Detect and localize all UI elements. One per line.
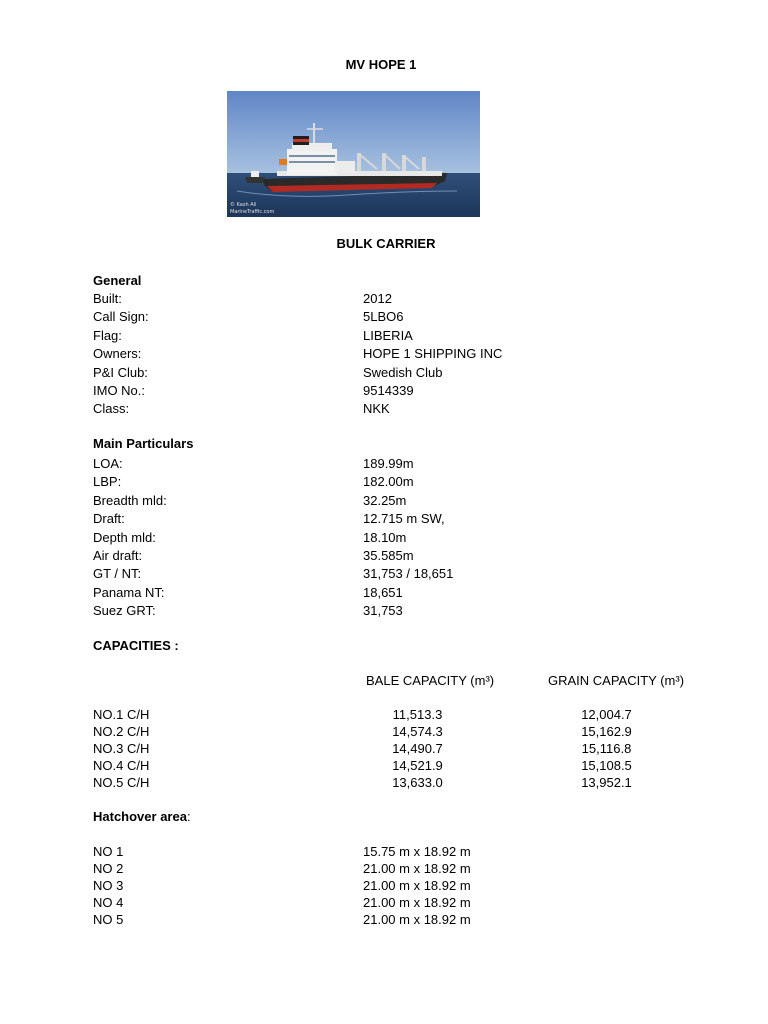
hatchcover-row — [93, 878, 693, 896]
particular-row — [93, 548, 693, 566]
hold-name: NO.5 C/H — [93, 775, 150, 790]
grain-capacity-value: 15,162.9 — [581, 724, 632, 739]
general-value: NKK — [363, 401, 390, 417]
hatchcover-heading-colon: : — [186, 809, 191, 824]
particular-row — [93, 474, 693, 492]
vessel-type: BULK CARRIER — [336, 236, 436, 251]
hatch-number: NO 3 — [93, 878, 124, 893]
particular-value: 12.715 m SW, — [363, 511, 445, 527]
general-row — [93, 291, 693, 309]
general-row — [93, 401, 693, 419]
grain-capacity-value: 13,952.1 — [581, 775, 632, 790]
particular-value: 182.00m — [363, 474, 414, 490]
capacity-row — [93, 758, 693, 776]
capacity-row — [93, 741, 693, 759]
general-value: LIBERIA — [363, 327, 413, 343]
hatchcover-heading — [93, 809, 191, 824]
particular-row — [93, 603, 693, 621]
general-heading: General — [93, 273, 142, 288]
particular-value: 31,753 / 18,651 — [363, 566, 454, 582]
particular-label: Suez GRT: — [93, 603, 156, 619]
hold-name: NO.4 C/H — [93, 758, 150, 773]
capacity-row — [93, 724, 693, 742]
hatch-area: 21.00 m x 18.92 m — [363, 861, 471, 876]
particular-label: Panama NT: — [93, 584, 165, 600]
general-label: Call Sign: — [93, 309, 149, 325]
particular-value: 18,651 — [363, 584, 403, 600]
page-title: MV HOPE 1 — [345, 57, 417, 72]
hatch-number: NO 4 — [93, 895, 124, 910]
hatch-number: NO 1 — [93, 844, 124, 859]
particular-row — [93, 530, 693, 548]
hatch-area: 15.75 m x 18.92 m — [363, 844, 471, 859]
bale-capacity-value: 13,633.0 — [392, 775, 443, 790]
capacity-row — [93, 707, 693, 725]
general-label: Class: — [93, 401, 130, 417]
ship-photo — [227, 91, 480, 217]
hatchcover-row — [93, 912, 693, 930]
photo-caption-site: MarineTraffic.com — [230, 209, 275, 215]
general-value: Swedish Club — [363, 364, 443, 380]
general-label: Flag: — [93, 327, 122, 343]
general-label: IMO No.: — [93, 383, 146, 398]
particular-label: Depth mld: — [93, 529, 156, 545]
general-row — [93, 346, 693, 364]
particular-row — [93, 511, 693, 529]
particular-label: Breadth mld: — [93, 492, 167, 508]
general-row — [93, 383, 693, 401]
capacity-row — [93, 775, 693, 793]
hold-name: NO.3 C/H — [93, 741, 150, 756]
bale-capacity-value: 14,490.7 — [392, 741, 443, 756]
particular-label: Draft: — [93, 511, 125, 527]
general-row — [93, 309, 693, 327]
particular-value: 31,753 — [363, 603, 403, 619]
general-row — [93, 328, 693, 346]
hatchcover-row — [93, 895, 693, 913]
bale-capacity-value: 14,521.9 — [392, 758, 443, 773]
general-value: 2012 — [363, 291, 392, 306]
hatchcover-row — [93, 861, 693, 879]
general-value: HOPE 1 SHIPPING INC — [363, 346, 503, 362]
hatch-area: 21.00 m x 18.92 m — [363, 895, 471, 910]
general-value: 9514339 — [363, 383, 414, 398]
general-label: P&I Club: — [93, 364, 148, 380]
hold-name: NO.1 C/H — [93, 707, 150, 722]
main-particulars-heading: Main Particulars — [93, 436, 194, 451]
hatchcover-heading-text: Hatchover area — [93, 809, 187, 824]
particular-row — [93, 456, 693, 474]
particular-label: LOA: — [93, 456, 123, 471]
photo-caption-credit: © Kash Ali — [230, 202, 257, 208]
particular-row — [93, 566, 693, 584]
particular-value: 189.99m — [363, 456, 414, 471]
hatch-number: NO 5 — [93, 912, 124, 927]
grain-capacity-value: 15,108.5 — [581, 758, 632, 773]
particular-value: 35.585m — [363, 548, 414, 563]
hold-name: NO.2 C/H — [93, 724, 150, 739]
grain-capacity-value: 15,116.8 — [581, 741, 632, 756]
bale-capacity-header: BALE CAPACITY (m³) — [366, 673, 495, 688]
general-value: 5LBO6 — [363, 309, 404, 325]
hatch-area: 21.00 m x 18.92 m — [363, 912, 471, 927]
particular-value: 32.25m — [363, 492, 407, 508]
bale-capacity-value: 11,513.3 — [392, 707, 443, 722]
general-label: Built: — [93, 291, 122, 306]
particular-label: GT / NT: — [93, 566, 142, 582]
grain-capacity-header: GRAIN CAPACITY (m³) — [548, 673, 685, 688]
grain-capacity-value: 12,004.7 — [581, 707, 632, 722]
particular-row — [93, 585, 693, 603]
particular-label: LBP: — [93, 474, 122, 490]
hatch-area: 21.00 m x 18.92 m — [363, 878, 471, 893]
general-label: Owners: — [93, 346, 142, 362]
general-row — [93, 365, 693, 383]
hatch-number: NO 2 — [93, 861, 124, 876]
particular-value: 18.10m — [363, 529, 407, 545]
bale-capacity-value: 14,574.3 — [392, 724, 443, 739]
particular-label: Air draft: — [93, 548, 143, 563]
bulk-carrier-ship-image — [227, 91, 480, 217]
particular-row — [93, 493, 693, 511]
capacities-heading: CAPACITIES : — [93, 638, 179, 653]
hatchcover-row — [93, 844, 693, 862]
